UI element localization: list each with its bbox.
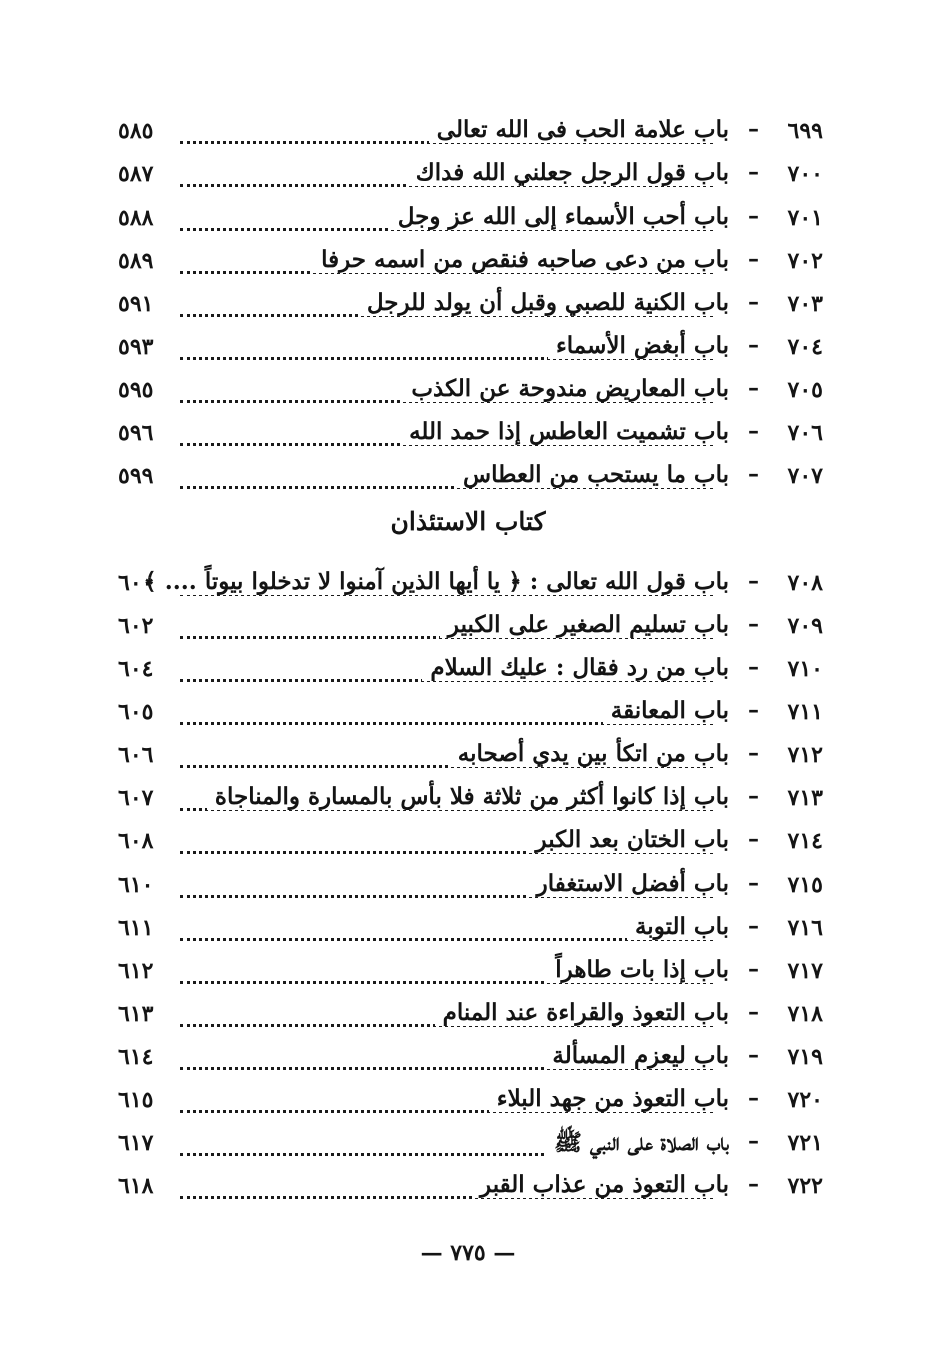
entry-title: باب من اتكأ بين يدي أصحابه <box>450 740 729 767</box>
entry-dash: – <box>748 826 759 852</box>
entry-number: ٧٠٨ <box>787 570 823 596</box>
entry-dash: – <box>748 203 759 229</box>
entry-number: ٧١٦ <box>787 915 823 941</box>
entry-page: ٥٨٧ <box>118 161 154 187</box>
entry-number: ٧١٨ <box>787 1001 823 1027</box>
entry-dash: – <box>748 697 759 723</box>
toc-entry <box>118 371 823 411</box>
entry-title: باب تشميت العاطس إذا حمد الله <box>401 418 729 445</box>
toc-entry <box>118 564 823 604</box>
entry-page: ٦٠٢ <box>118 613 154 639</box>
section-heading: كتاب الاستئذان <box>390 507 546 536</box>
entry-title: باب قول الرجل جعلني الله فداك <box>408 159 729 186</box>
entry-title: باب أبغض الأسماء <box>548 332 729 359</box>
entry-page: ٦١١ <box>118 915 154 941</box>
entry-number: ٧٠٧ <box>787 463 823 489</box>
entry-page: ٦١٧ <box>118 1130 154 1156</box>
entry-number: ٧٠٠ <box>787 161 823 187</box>
entry-title: باب علامة الحب فى الله تعالى <box>429 116 729 143</box>
toc-entry <box>118 866 823 906</box>
entry-page: ٥٩٦ <box>118 420 154 446</box>
toc-entry <box>118 199 823 239</box>
entry-dash: – <box>748 956 759 982</box>
entry-title: باب أفضل الاستغفار <box>529 870 729 897</box>
toc-entry <box>118 693 823 733</box>
entry-dash: – <box>748 1171 759 1197</box>
entry-dash: – <box>748 289 759 315</box>
toc-entry <box>118 650 823 690</box>
entry-title: باب أحب الأسماء إلى الله عز وجل <box>390 203 729 230</box>
entry-dash: – <box>748 461 759 487</box>
entry-dash: – <box>748 1128 759 1154</box>
entry-number: ٧١٥ <box>787 872 823 898</box>
toc-entry <box>118 952 823 992</box>
entry-title: باب ليعزم المسألة <box>544 1042 729 1069</box>
toc-entry <box>118 285 823 325</box>
entry-page: ٥٨٥ <box>118 118 154 144</box>
entry-page: ٦١٥ <box>118 1087 154 1113</box>
entry-dash: – <box>748 375 759 401</box>
entry-page: ٦٠٨ <box>118 828 154 854</box>
entry-page: ٦٠٧ <box>118 785 154 811</box>
entry-number: ٧٠٥ <box>787 377 823 403</box>
entry-number: ٧١٠ <box>787 656 823 682</box>
entry-number: ٧٢٠ <box>787 1087 823 1113</box>
entry-page: ٥٨٩ <box>118 248 154 274</box>
toc-entry <box>118 155 823 195</box>
entry-title: باب إذا بات طاهراً <box>547 956 729 983</box>
entry-page: ٥٩٣ <box>118 334 154 360</box>
entry-dash: – <box>748 913 759 939</box>
entry-page: ٥٨٨ <box>118 205 154 231</box>
entry-dash: – <box>748 1042 759 1068</box>
toc-entry <box>118 822 823 862</box>
toc-entry <box>118 242 823 282</box>
entry-page: ٥٩٥ <box>118 377 154 403</box>
entry-number: ٧٢١ <box>787 1130 823 1156</box>
entry-dash: – <box>748 870 759 896</box>
toc-entry <box>118 1124 823 1164</box>
entry-number: ٧٠٣ <box>787 291 823 317</box>
entry-number: ٧٠٩ <box>787 613 823 639</box>
entry-title: باب المعاريض مندوحة عن الكذب <box>403 375 729 402</box>
entry-page: ٦١٠ <box>118 872 154 898</box>
entry-title: باب من رد فقال : عليك السلام <box>422 654 729 681</box>
entry-page: ٦٠٤ <box>118 656 154 682</box>
entry-dash: – <box>748 116 759 142</box>
entry-number: ٦٩٩ <box>787 118 823 144</box>
toc-entry <box>118 909 823 949</box>
entry-title: باب من دعى صاحبه فنقص من اسمه حرفا <box>313 246 729 273</box>
toc-entry <box>118 1081 823 1121</box>
entry-title: باب ما يستحب من العطاس <box>455 461 729 488</box>
toc-entry <box>118 112 823 152</box>
entry-dash: – <box>748 332 759 358</box>
entry-dash: – <box>748 568 759 594</box>
entry-page: ٦١٣ <box>118 1001 154 1027</box>
entry-dash: – <box>748 418 759 444</box>
entry-title: باب الصلاة على النبي ﷺ <box>546 1128 729 1162</box>
entry-title: باب الختان بعد الكبر <box>528 826 729 853</box>
entry-number: ٧٠١ <box>787 205 823 231</box>
entry-title: باب تسليم الصغير على الكبير <box>440 611 729 638</box>
toc-entry <box>118 414 823 454</box>
toc-entry <box>118 1038 823 1078</box>
entry-number: ٧٠٦ <box>787 420 823 446</box>
entry-title: باب التعوذ من عذاب القبر <box>472 1171 729 1198</box>
toc-entry <box>118 1167 823 1207</box>
entry-title: باب التوبة <box>627 913 729 940</box>
entry-number: ٧١٧ <box>787 958 823 984</box>
entry-page: ٦٠٥ <box>118 699 154 725</box>
entry-number: ٧١١ <box>787 699 823 725</box>
entry-dash: – <box>748 783 759 809</box>
entry-page: ٦١٢ <box>118 958 154 984</box>
entry-page: ٦١٨ <box>118 1173 154 1199</box>
entry-title: باب المعانقة <box>603 697 729 724</box>
entry-page: ٦٠٠ <box>118 570 154 596</box>
entry-dash: – <box>748 999 759 1025</box>
entry-number: ٧١٤ <box>787 828 823 854</box>
entry-title: باب الكنية للصبي وقبل أن يولد للرجل <box>359 289 729 316</box>
entry-page: ٦٠٦ <box>118 742 154 768</box>
toc-entry <box>118 607 823 647</box>
toc-entry <box>118 328 823 368</box>
entry-dash: – <box>748 740 759 766</box>
entry-page: ٦١٤ <box>118 1044 154 1070</box>
entry-page: ٥٩٩ <box>118 463 154 489</box>
toc-entry <box>118 457 823 497</box>
page-number: — ٧٧٥ — <box>420 1240 516 1266</box>
entry-dash: – <box>748 611 759 637</box>
entry-title: باب قول الله تعالى : ﴿ يا أيها الذين آمنوا لا تدخلوا بيوتاً .... ﴾ <box>135 568 729 595</box>
entry-number: ٧١٣ <box>787 785 823 811</box>
entry-number: ٧٠٢ <box>787 248 823 274</box>
entry-number: ٧٠٤ <box>787 334 823 360</box>
entry-number: ٧١٩ <box>787 1044 823 1070</box>
entry-dash: – <box>748 654 759 680</box>
entry-number: ٧٢٢ <box>787 1173 823 1199</box>
entry-dash: – <box>748 159 759 185</box>
toc-entry <box>118 995 823 1035</box>
entry-dash: – <box>748 1085 759 1111</box>
entry-title: باب التعوذ والقراءة عند المنام <box>435 999 729 1026</box>
toc-entry <box>118 779 823 819</box>
entry-title: باب التعوذ من جهد البلاء <box>489 1085 729 1112</box>
entry-page: ٥٩١ <box>118 291 154 317</box>
entry-number: ٧١٢ <box>787 742 823 768</box>
toc-entry <box>118 736 823 776</box>
entry-dash: – <box>748 246 759 272</box>
entry-title: باب إذا كانوا أكثر من ثلاثة فلا بأس بالمسارة والمناجاة <box>207 783 729 810</box>
